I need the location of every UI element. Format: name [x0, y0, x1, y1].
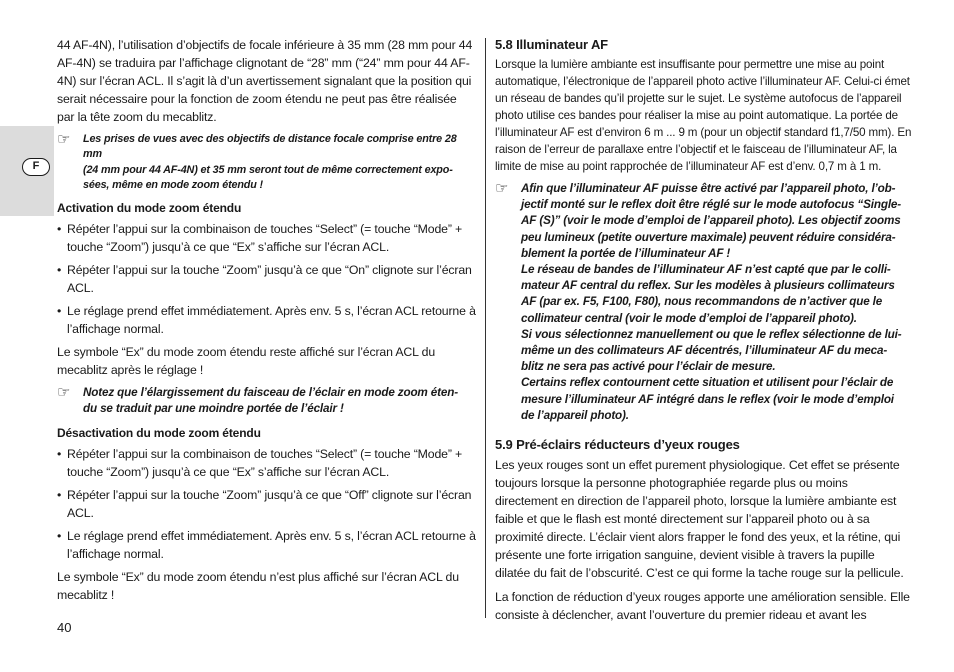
- note-line: même un des collimateurs AF décentrés, l’illuminateur AF du meca-: [521, 344, 888, 358]
- note-line: de l’appareil photo).: [521, 408, 629, 422]
- list-item-text: Répéter l’appui sur la touche “Zoom” jusqu’à ce que “Off” clignote sur l’écran ACL.: [67, 487, 472, 520]
- note-line: Si vous sélectionnez manuellement ou que le reflex sélectionne de lui-: [521, 327, 902, 341]
- note-line: Afin que l’illuminateur AF puisse être activé par l’appareil photo, l’ob-: [521, 182, 896, 195]
- list-item-text: Répéter l’appui sur la combinaison de touches “Select” (= touche “Mode” + touche “Zoom”) jusqu’à ce que “Ex” s’affiche sur l’écran ACL.: [67, 222, 463, 255]
- red-eye-paragraph-2: La fonction de réduction d’yeux rouges apporte une amélioration sensible. Elle consiste à déclencher, avant l’ouverture du premier rideau et avant les: [495, 590, 910, 623]
- note-line: Certains reflex contournent cette situation et utilisent pour l’éclair de: [521, 376, 894, 390]
- list-item-text: Répéter l’appui sur la combinaison de touches “Select” (= touche “Mode” + touche “Zoom”) jusqu’à ce que “Ex” s’affiche sur l’écran ACL.: [67, 446, 463, 479]
- deactivation-after: Le symbole “Ex” du mode zoom étendu n’est plus affiché sur l’écran ACL du mecablitz !: [57, 569, 459, 602]
- activation-heading: Activation du mode zoom étendu: [57, 201, 242, 216]
- deactivation-heading: Désactivation du mode zoom étendu: [57, 425, 261, 440]
- note-line: mesure l’illuminateur AF intégré dans le reflex (voir le mode d’emploi: [521, 392, 894, 406]
- list-item: • Répéter l’appui sur la combinaison de touches “Select” (= touche “Mode” + touche “Zoom”) jusqu’à ce que “Ex” s’affiche sur l’écran ACL.: [57, 446, 463, 479]
- note-line: sées, même en mode zoom étendu !: [83, 178, 263, 191]
- section-title-af-illuminator: 5.8 Illuminateur AF: [495, 37, 608, 52]
- pointing-hand-icon: ☞: [57, 131, 71, 148]
- column-divider: [485, 38, 486, 618]
- note-line: mateur AF central du reflex. Sur les modèles à plusieurs collimateurs: [521, 279, 895, 293]
- page-number: 40: [57, 620, 72, 635]
- deactivation-steps: [57, 445, 477, 563]
- note-line: blement la portée de l’illuminateur AF !: [521, 246, 731, 260]
- list-item: • Répéter l’appui sur la touche “Zoom” jusqu’à ce que “Off” clignote sur l’écran ACL.: [57, 487, 472, 520]
- list-item: • Répéter l’appui sur la combinaison de touches “Select” (= touche “Mode” + touche “Zoom”) jusqu’à ce que “Ex” s’affiche sur l’écran ACL.: [57, 222, 463, 255]
- intro-paragraph: 44 AF-4N), l’utilisation d’objectifs de focale inférieure à 35 mm (28 mm pour 44 AF-4N) se traduira par l’affichage clignotant de “28” mm (“24” mm pour 44 AF-4N) sur l’écran ACL. Il s’agit là d’un avertissement signalant que la position qui serait nécessaire pour la fonction de zoom étendu ne peut pas être réalisée par la tête zoom du mecablitz.: [57, 38, 473, 124]
- red-eye-paragraph-1: Les yeux rouges sont un effet purement physiologique. Cet effet se présente toujours lorsque la personne photographiée regarde plus ou moins directement en direction de l’appareil photo, lorsque la lumière ambiante est faible et que le flash est monté directement sur l’appareil photo ou à sa proximité directe. L’éclair vient alors frapper le fond des yeux, et la rétine, qui présente une forte irrigation sanguine, devient visible à travers la pupille dilatée du fait de l’obscurité. C’est ce qui forme la tache rouge sur la pellicule.: [495, 458, 904, 581]
- note-line: Notez que l’élargissement du faisceau de l’éclair en mode zoom éten-: [83, 386, 458, 400]
- note-line: AF (S)” (voir le mode d’emploi de l’appareil photo). Les objectif zooms: [521, 214, 901, 228]
- pointing-hand-icon: ☞: [57, 384, 71, 402]
- note-text: [521, 181, 913, 424]
- list-item: • Le réglage prend effet immédiatement. Après env. 5 s, l’écran ACL retourne à l’affichage normal.: [57, 528, 476, 561]
- section-title-red-eye: 5.9 Pré-éclairs réducteurs d’yeux rouges: [495, 437, 740, 453]
- note-line: blitz ne sera pas activé pour l’éclair de mesure.: [521, 360, 776, 374]
- pointing-hand-icon: ☞: [495, 180, 509, 197]
- note-line: peu lumineux (petite ouverture maximale) peuvent réduire considéra-: [521, 230, 896, 244]
- language-badge: F: [22, 158, 50, 176]
- activation-after: Le symbole “Ex” du mode zoom étendu reste affiché sur l’écran ACL du mecablitz après le réglage !: [57, 345, 436, 378]
- af-illuminator-paragraph: Lorsque la lumière ambiante est insuffisante pour permettre une mise au point automatique, l’électronique de l’appareil photo active l’illuminateur AF. Celui-ci émet un réseau de bandes qu’il projette sur le sujet. Le système autofocus de l’appareil photo utilise ces bandes pour réaliser la mise au point automatique. La portée de l’illuminateur AF est d’environ 6 m ... 9 m (pour un objectif standard f1,7/50 mm). En raison de l’erreur de parallaxe entre l’objectif et le faisceau de l’illuminateur AF, la limite de mise au point rapprochée de l’illuminateur AF est d’env. 0,7 m à 1 m.: [495, 58, 912, 173]
- note-af-illuminator: [495, 181, 913, 424]
- list-item: • Le réglage prend effet immédiatement. Après env. 5 s, l’écran ACL retourne à l’affichage normal.: [57, 304, 476, 337]
- note-line: Les prises de vues avec des objectifs de distance focale comprise entre 28 mm: [83, 133, 457, 161]
- note-line: Le réseau de bandes de l’illuminateur AF n’est capté que par le colli-: [521, 263, 891, 277]
- list-item-text: Répéter l’appui sur la touche “Zoom” jusqu’à ce que “On” clignote sur l’écran ACL.: [67, 263, 472, 296]
- note-line: jectif monté sur le reflex doit être réglé sur le mode autofocus “Single-: [521, 198, 902, 212]
- note-flash-range: [57, 385, 477, 417]
- right-column: [495, 36, 913, 630]
- activation-steps: [57, 220, 477, 338]
- note-extended-zoom-exposure: [57, 132, 477, 193]
- note-line: AF (par ex. F5, F100, F80), nous recommandons de n’activer que le: [521, 295, 883, 309]
- list-item-text: Le réglage prend effet immédiatement. Après env. 5 s, l’écran ACL retourne à l’affichage normal.: [67, 304, 476, 337]
- list-item: • Répéter l’appui sur la touche “Zoom” jusqu’à ce que “On” clignote sur l’écran ACL.: [57, 263, 472, 296]
- left-column: [57, 36, 477, 610]
- note-line: du se traduit par une moindre portée de l’éclair !: [83, 402, 344, 416]
- note-text: [83, 132, 477, 193]
- list-item-text: Le réglage prend effet immédiatement. Après env. 5 s, l’écran ACL retourne à l’affichage normal.: [67, 528, 476, 561]
- note-line: collimateur central (voir le mode d’emploi de l’appareil photo).: [521, 311, 857, 325]
- note-line: (24 mm pour 44 AF-4N) et 35 mm seront tout de même correctement expo-: [83, 163, 453, 176]
- note-text: [83, 385, 477, 417]
